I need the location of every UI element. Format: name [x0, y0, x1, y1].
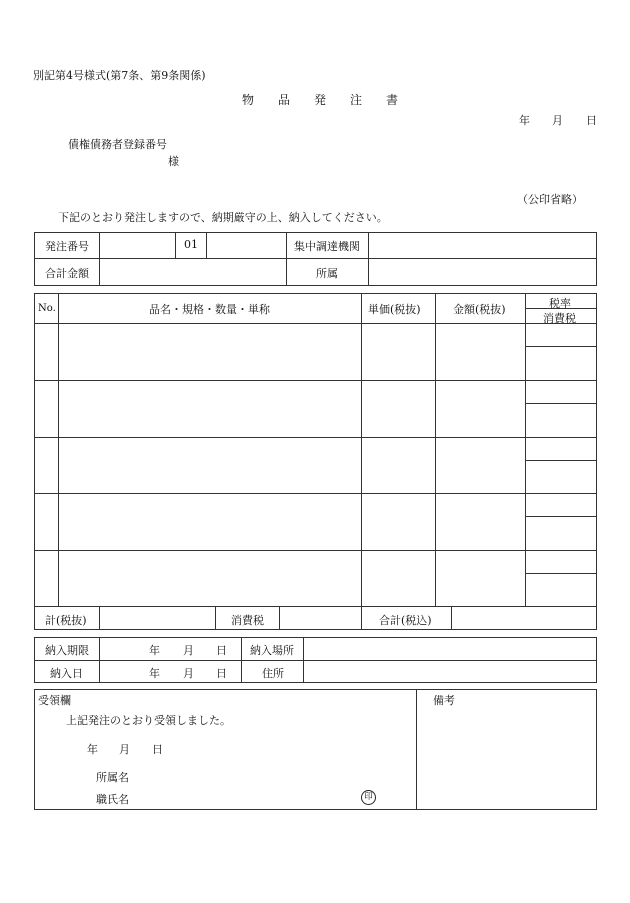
- form-reference: 別記第4号様式(第7条、第9条関係): [33, 69, 206, 82]
- address-label: 住所: [262, 667, 284, 680]
- deadline-year: 年: [149, 644, 160, 657]
- honorific-sama: 様: [168, 155, 179, 168]
- department-label: 所属: [316, 267, 338, 280]
- issue-date-year: 年: [519, 114, 530, 127]
- col-amount-header: 金額(税抜): [453, 303, 506, 316]
- col-tax-rate-header: 税率: [549, 297, 571, 310]
- order-number-code: 01: [184, 238, 198, 251]
- total-incl-tax-label: 合計(税込): [379, 614, 432, 627]
- seal-mark: 印: [361, 790, 376, 805]
- col-consumption-tax-header: 消費税: [543, 312, 576, 325]
- deadline-day: 日: [216, 644, 227, 657]
- intro-text: 下記のとおり発注しますので、納期厳守の上、納入してください。: [58, 211, 388, 224]
- order-number-label: 発注番号: [45, 240, 89, 253]
- deadline-month: 月: [183, 644, 194, 657]
- consumption-tax-total-label: 消費税: [231, 614, 264, 627]
- receipt-month: 月: [119, 743, 130, 756]
- subtotal-excl-tax-label: 計(税抜): [45, 614, 87, 627]
- issue-date-month: 月: [552, 114, 563, 127]
- delivery-month: 月: [183, 667, 194, 680]
- procurement-agency-label: 集中調達機関: [294, 240, 360, 253]
- col-no-header: No.: [38, 303, 56, 314]
- delivery-place-label: 納入場所: [250, 644, 294, 657]
- remarks-label: 備考: [433, 694, 455, 707]
- seal-omitted-note: （公印省略）: [517, 193, 583, 206]
- document-title: 物 品 発 注 書: [242, 93, 399, 107]
- delivery-day: 日: [216, 667, 227, 680]
- department-name-label: 所属名: [96, 771, 129, 784]
- col-item-name-header: 品名・規格・数量・単称: [149, 303, 270, 316]
- delivery-deadline-label: 納入期限: [45, 644, 89, 657]
- receipt-label: 受領欄: [38, 694, 71, 707]
- issue-date-day: 日: [586, 114, 597, 127]
- receipt-year: 年: [87, 743, 98, 756]
- receipt-text: 上記発注のとおり受領しました。: [66, 714, 231, 727]
- delivery-date-label: 納入日: [50, 667, 83, 680]
- col-unit-price-header: 単価(税抜): [368, 303, 421, 316]
- creditor-registration-number-label: 債権債務者登録番号: [68, 138, 167, 151]
- title-name-label: 職氏名: [96, 793, 129, 806]
- total-amount-label: 合計金額: [45, 267, 89, 280]
- delivery-year: 年: [149, 667, 160, 680]
- receipt-day: 日: [152, 743, 163, 756]
